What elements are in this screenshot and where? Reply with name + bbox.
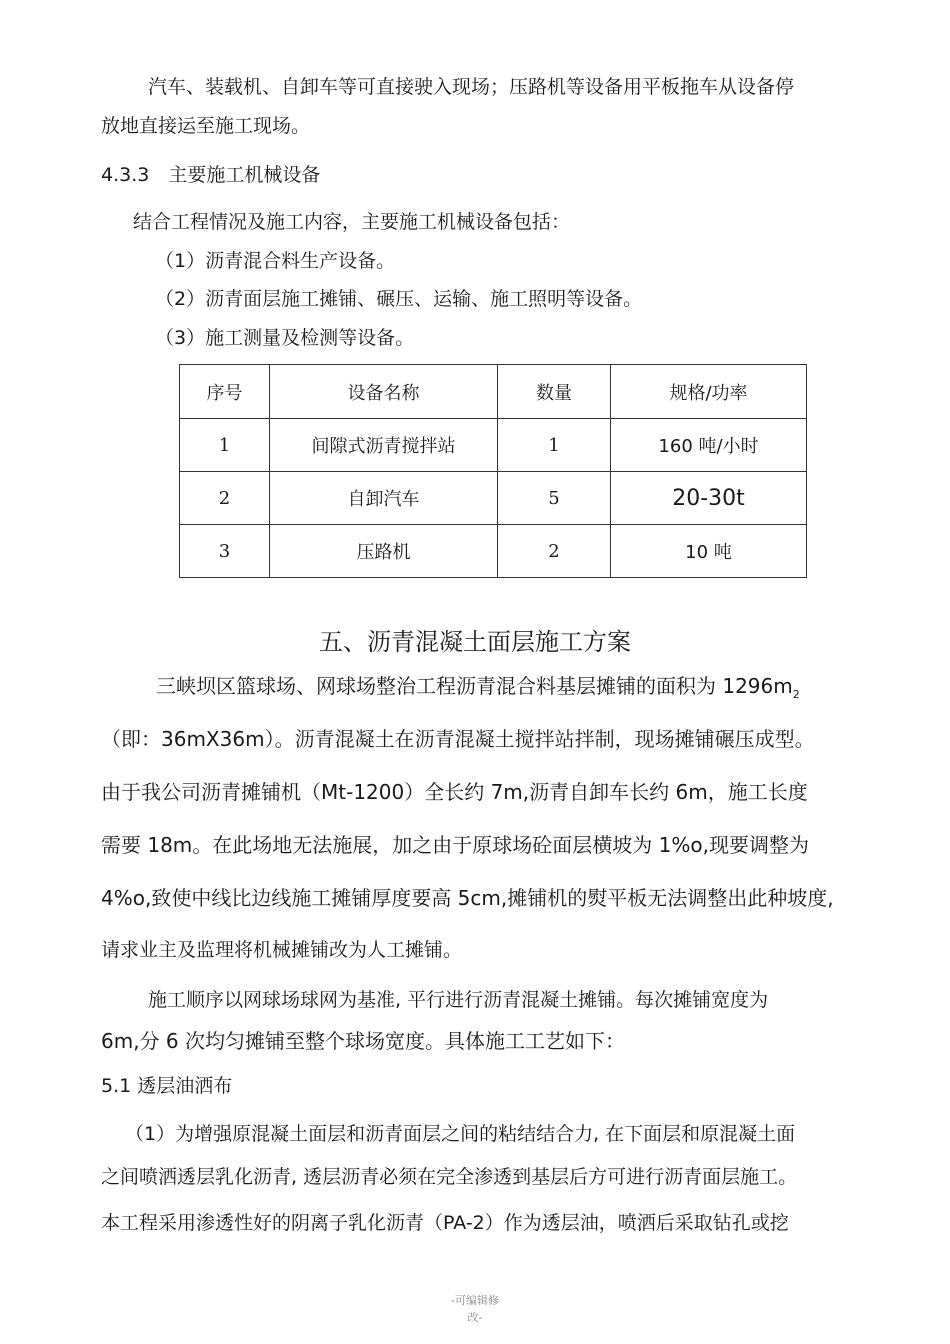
paragraph-line: 请求业主及监理将机械摊铺改为人工摊铺。 bbox=[101, 939, 463, 961]
footer-line: 改- bbox=[467, 1310, 483, 1324]
paragraph-line: 由于我公司沥青摊铺机（Mt-1200）全长约 7m,沥青自卸车长约 6m，施工长度 bbox=[101, 780, 808, 804]
list-item: （2）沥青面层施工摊铺、碾压、运输、施工照明等设备。 bbox=[155, 288, 643, 310]
table-cell: 2 bbox=[180, 472, 270, 525]
table-row bbox=[180, 472, 807, 525]
paragraph-line bbox=[156, 676, 800, 700]
table-cell: 10 吨 bbox=[611, 525, 807, 578]
paragraph-line: （1）为增强原混凝土面层和沥青面层之间的粘结结合力, 在下面层和原混凝土面 bbox=[125, 1123, 796, 1145]
equipment-table bbox=[179, 364, 807, 578]
table-cell: 间隙式沥青搅拌站 bbox=[270, 419, 498, 472]
section-heading: 4.3.3 主要施工机械设备 bbox=[101, 164, 321, 186]
table-row bbox=[180, 525, 807, 578]
paragraph-line: 施工顺序以网球场球网为基准, 平行进行沥青混凝土摊铺。每次摊铺宽度为 bbox=[148, 989, 769, 1011]
paragraph-line: 放地直接运至施工现场。 bbox=[101, 115, 311, 137]
paragraph-line: 本工程采用渗透性好的阴离子乳化沥青（PA-2）作为透层油，喷洒后采取钻孔或挖 bbox=[101, 1212, 789, 1234]
chapter-title: 五、沥青混凝土面层施工方案 bbox=[319, 628, 631, 656]
paragraph-line: 6m,分 6 次均匀摊铺至整个球场宽度。具体施工工艺如下： bbox=[101, 1029, 626, 1053]
table-header-cell: 序号 bbox=[180, 365, 270, 419]
table-row bbox=[180, 419, 807, 472]
table-cell: 压路机 bbox=[270, 525, 498, 578]
paragraph-text: 三峡坝区篮球场、网球场整治工程沥青混合料基层摊铺的面积为 1296m bbox=[156, 674, 793, 698]
list-item: （1）沥青混合料生产设备。 bbox=[155, 250, 396, 272]
table-cell: 20-30t bbox=[611, 472, 807, 525]
table-cell: 1 bbox=[498, 419, 611, 472]
footer-line: -可编辑修 bbox=[451, 1294, 499, 1307]
table-header-cell: 数量 bbox=[498, 365, 611, 419]
section-heading: 5.1 透层油洒布 bbox=[101, 1075, 233, 1097]
table-cell: 160 吨/小时 bbox=[611, 419, 807, 472]
paragraph-line: 结合工程情况及施工内容，主要施工机械设备包括： bbox=[133, 211, 571, 233]
page-footer bbox=[0, 1293, 950, 1326]
paragraph-line: （即：36mX36m）。沥青混凝土在沥青混凝土搅拌站拌制，现场摊铺碾压成型。 bbox=[101, 727, 815, 751]
paragraph-line: 4%o,致使中线比边线施工摊铺厚度要高 5cm,摊铺机的熨平板无法调整出此种坡度, bbox=[101, 886, 834, 910]
table-header-cell: 规格/功率 bbox=[611, 365, 807, 419]
superscript-unit: 2 bbox=[792, 688, 800, 701]
paragraph-line: 汽车、装载机、自卸车等可直接驶入现场；压路机等设备用平板拖车从设备停 bbox=[148, 76, 795, 98]
list-item: （3）施工测量及检测等设备。 bbox=[155, 327, 415, 349]
table-header-row bbox=[180, 365, 807, 419]
table-cell: 5 bbox=[498, 472, 611, 525]
table-cell: 3 bbox=[180, 525, 270, 578]
paragraph-line: 之间喷洒透层乳化沥青, 透层沥青必须在完全渗透到基层后方可进行沥青面层施工。 bbox=[101, 1166, 798, 1188]
table-cell: 1 bbox=[180, 419, 270, 472]
paragraph-line: 需要 18m。在此场地无法施展，加之由于原球场砼面层横坡为 1%o,现要调整为 bbox=[101, 833, 809, 857]
table-cell: 2 bbox=[498, 525, 611, 578]
table-header-cell: 设备名称 bbox=[270, 365, 498, 419]
table-cell: 自卸汽车 bbox=[270, 472, 498, 525]
